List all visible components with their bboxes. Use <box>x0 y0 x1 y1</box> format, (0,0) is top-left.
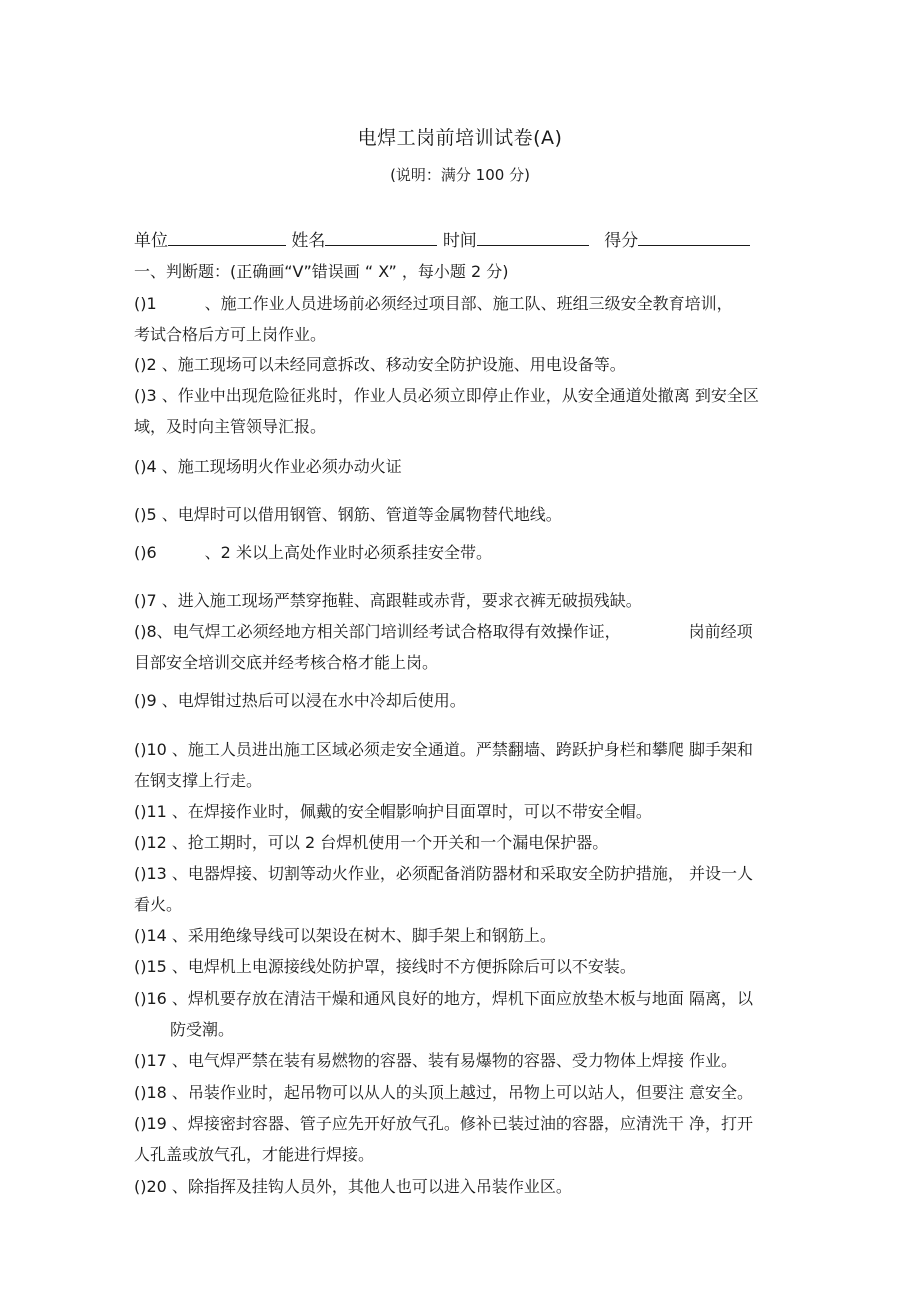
section-heading: 一、判断题：(正确画“V”错误画 “ X” ，每小题 2 分) <box>134 262 509 281</box>
question-8-text: ()8、电气焊工必须经地方相关部门培训经考试合格取得有效操作证， <box>134 622 621 641</box>
question-6-number: ()6 <box>134 543 157 562</box>
question-17 <box>134 1045 824 1076</box>
question-4 <box>134 451 824 482</box>
time-label: 时间 <box>442 231 477 251</box>
question-9 <box>134 685 824 716</box>
question-16-cont: 防受潮。 <box>170 1020 235 1039</box>
question-19-cont: 人孔盖或放气孔，才能进行焊接。 <box>134 1145 375 1164</box>
question-18 <box>134 1077 824 1108</box>
question-2-text: ()2 、施工现场可以未经同意拆改、移动安全防护设施、用电设备等。 <box>134 355 626 374</box>
question-3-text: ()3 、作业中出现危险征兆时，作业人员必须立即停止作业，从安全通道处撤离 到安全区 <box>134 386 759 405</box>
question-12 <box>134 827 824 858</box>
question-10-text: ()10 、施工人员进出施工区域必须走安全通道。严禁翻墙、跨跃护身栏和攀爬 脚手架和 <box>134 740 754 759</box>
question-19-text: ()19 、焊接密封容器、管子应先开好放气孔。修补已装过油的容器，应清洗干 净，打开 <box>134 1114 754 1133</box>
question-16-text: ()16 、焊机要存放在清洁干燥和通风良好的地方，焊机下面应放垫木板与地面 隔离，以 <box>134 989 754 1008</box>
question-14-text: ()14 、采用绝缘导线可以架设在树木、脚手架上和钢筋上。 <box>134 926 556 945</box>
question-2 <box>134 349 824 380</box>
name-label: 姓名 <box>291 231 326 251</box>
question-13-text: ()13 、电器焊接、切割等动火作业，必须配备消防器材和采取安全防护措施， 并设一人 <box>134 864 754 883</box>
unit-blank <box>168 229 286 246</box>
question-7-text: ()7 、进入施工现场严禁穿拖鞋、高跟鞋或赤背，要求衣裤无破损残缺。 <box>134 591 642 610</box>
page-title: 电焊工岗前培训试卷(A) <box>357 127 563 149</box>
score-label: 得分 <box>604 231 639 251</box>
header-fields <box>134 226 750 251</box>
question-9-text: ()9 、电焊钳过热后可以浸在水中冷却后使用。 <box>134 691 466 710</box>
question-5 <box>134 499 824 530</box>
question-15-text: ()15 、电焊机上电源接线处防护罩，接线时不方便拆除后可以不安装。 <box>134 957 636 976</box>
question-1 <box>134 288 824 350</box>
page-subtitle: (说明：满分 100 分) <box>390 166 530 184</box>
question-3 <box>134 380 824 442</box>
question-14 <box>134 920 824 951</box>
question-17-text: ()17 、电气焊严禁在装有易燃物的容器、装有易爆物的容器、受力物体上焊接 作业。 <box>134 1051 738 1070</box>
question-4-text: ()4 、施工现场明火作业必须办动火证 <box>134 457 402 476</box>
question-6 <box>134 537 824 568</box>
question-8-cont: 目部安全培训交底并经考核合格才能上岗。 <box>134 653 439 672</box>
time-blank <box>477 229 589 246</box>
question-20 <box>134 1171 824 1202</box>
question-11 <box>134 796 824 827</box>
question-16 <box>134 983 824 1045</box>
question-20-text: ()20 、除指挥及挂钩人员外，其他人也可以进入吊装作业区。 <box>134 1177 572 1196</box>
question-10 <box>134 734 824 796</box>
name-blank <box>325 229 437 246</box>
question-1-text: 、施工作业人员进场前必须经过项目部、施工队、班组三级安全教育培训， <box>204 294 733 313</box>
question-10-cont: 在钢支撑上行走。 <box>134 771 263 790</box>
question-11-text: ()11 、在焊接作业时，佩戴的安全帽影响护目面罩时，可以不带安全帽。 <box>134 802 652 821</box>
question-15 <box>134 951 824 982</box>
question-13-cont: 看火。 <box>134 895 183 914</box>
question-3-cont: 域，及时向主管领导汇报。 <box>134 417 327 436</box>
question-19 <box>134 1108 824 1170</box>
question-1-number: ()1 <box>134 294 157 313</box>
question-7 <box>134 585 824 616</box>
question-1-cont: 考试合格后方可上岗作业。 <box>134 325 327 344</box>
question-12-text: ()12 、抢工期时，可以 2 台焊机使用一个开关和一个漏电保护器。 <box>134 833 609 852</box>
question-13 <box>134 858 824 920</box>
score-blank <box>638 229 750 246</box>
question-6-text: 、2 米以上高处作业时必须系挂安全带。 <box>204 543 492 562</box>
question-18-text: ()18 、吊装作业时，起吊物可以从人的头顶上越过，吊物上可以站人，但要注 意安全。 <box>134 1083 754 1102</box>
unit-label: 单位 <box>134 231 168 251</box>
question-8-text-end: 岗前经项 <box>688 622 753 641</box>
question-8 <box>134 616 824 678</box>
question-5-text: ()5 、电焊时可以借用钢管、钢筋、管道等金属物替代地线。 <box>134 505 562 524</box>
